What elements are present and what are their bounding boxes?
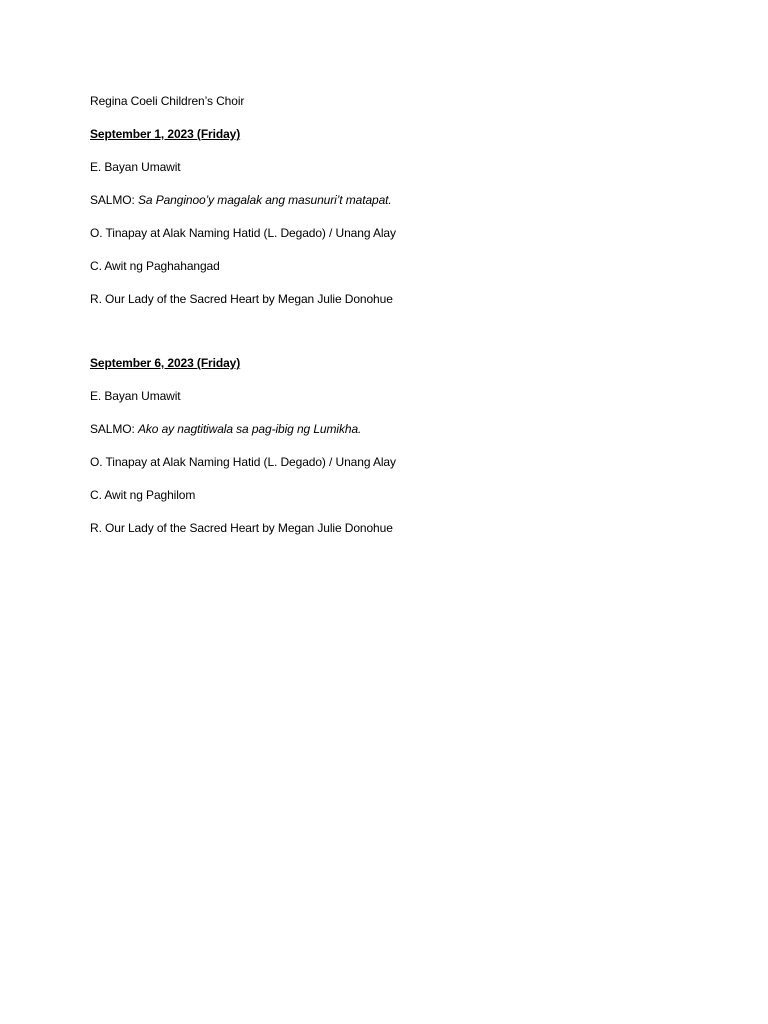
communion-song: C. Awit ng Paghahangad <box>90 259 220 273</box>
salmo-label: SALMO: <box>90 193 135 207</box>
communion-song: C. Awit ng Paghilom <box>90 488 196 502</box>
salmo-line <box>90 421 690 437</box>
section-spacer <box>90 324 690 355</box>
recessional-song: R. Our Lady of the Sacred Heart by Megan Julie Donohue <box>90 521 393 535</box>
choir-title: Regina Coeli Children’s Choir <box>90 94 245 108</box>
schedule-section-2 <box>90 355 690 536</box>
schedule-section-1 <box>90 126 690 307</box>
offertory-song: O. Tinapay at Alak Naming Hatid (L. Degado) / Unang Alay <box>90 226 396 240</box>
recessional-song: R. Our Lady of the Sacred Heart by Megan Julie Donohue <box>90 292 393 306</box>
offertory-song: O. Tinapay at Alak Naming Hatid (L. Degado) / Unang Alay <box>90 455 396 469</box>
salmo-label: SALMO: <box>90 422 135 436</box>
entrance-song: E. Bayan Umawit <box>90 160 181 174</box>
salmo-line <box>90 192 690 208</box>
document-page <box>90 93 690 553</box>
date-heading: September 1, 2023 (Friday) <box>90 127 241 141</box>
date-heading: September 6, 2023 (Friday) <box>90 356 241 370</box>
salmo-text: Sa Panginoo’y magalak ang masunuri’t matapat. <box>137 193 392 207</box>
salmo-text: Ako ay nagtitiwala sa pag-ibig ng Lumikha. <box>137 422 362 436</box>
entrance-song: E. Bayan Umawit <box>90 389 181 403</box>
